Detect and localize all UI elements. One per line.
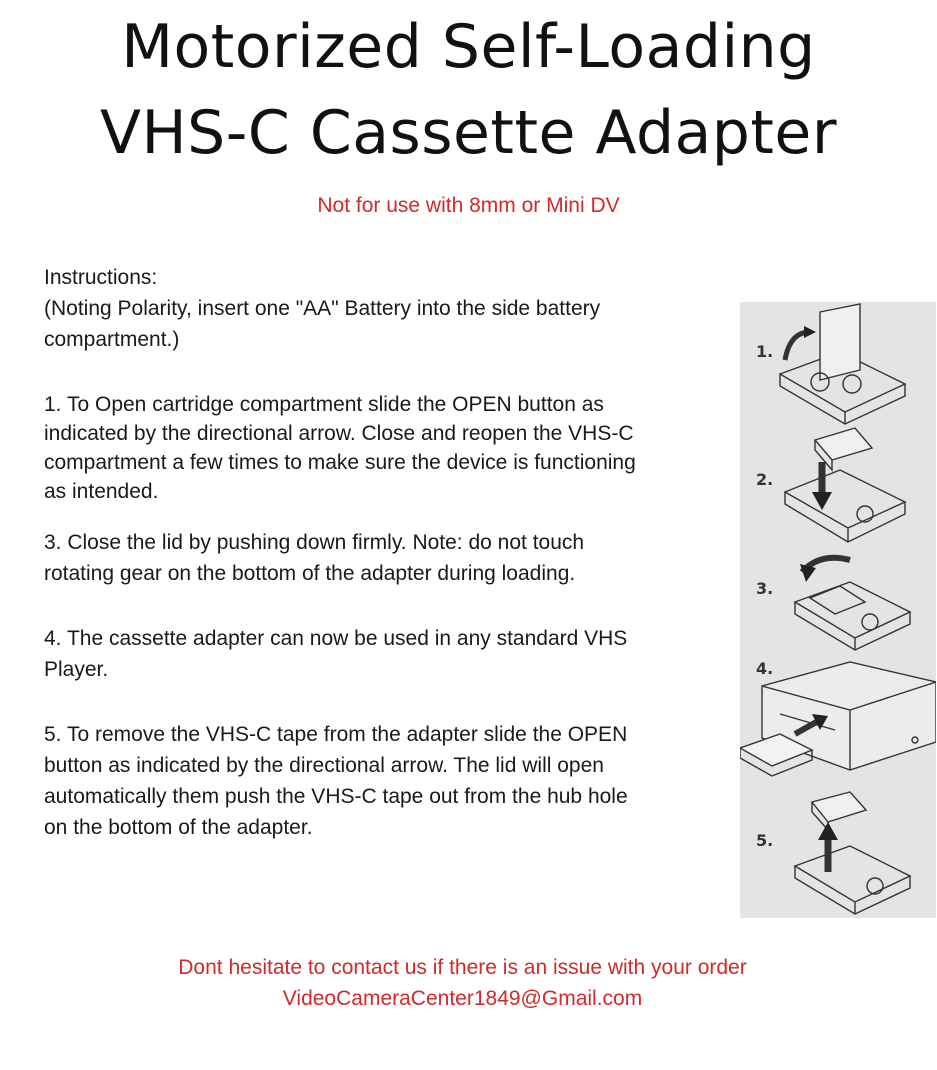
compatibility-warning: Not for use with 8mm or Mini DV: [317, 194, 620, 217]
instructions-intro: [44, 262, 689, 355]
step-line: 1. To Open cartridge compartment slide the OPEN button as: [44, 393, 604, 416]
step-2-drawing: [785, 428, 905, 542]
instruction-step-1: [44, 390, 734, 506]
step-5-drawing: [795, 792, 910, 914]
illustration-svg: [740, 302, 936, 918]
step-line: compartment a few times to make sure the device is functioning: [44, 451, 636, 474]
contact-email: VideoCameraCenter1849@Gmail.com: [282, 987, 643, 1010]
instructions-heading: Instructions:: [44, 266, 158, 289]
step-1-drawing: [780, 304, 905, 424]
intro-line: (Noting Polarity, insert one "AA" Battery into the side battery: [44, 297, 601, 320]
intro-line: compartment.): [44, 328, 180, 351]
step-4-drawing: [740, 662, 936, 776]
step-line: 4. The cassette adapter can now be used in any standard VHS: [44, 627, 628, 650]
contact-message: Dont hesitate to contact us if there is an issue with your order: [178, 956, 747, 979]
instruction-step-4: [44, 623, 689, 685]
page-title-line-1: Motorized Self-Loading: [121, 12, 816, 82]
step-label-2: 2.: [756, 470, 774, 489]
instruction-illustration: [740, 302, 936, 918]
step-3-drawing: [795, 558, 910, 650]
step-line: 3. Close the lid by pushing down firmly. Note: do not touch: [44, 531, 585, 554]
step-line: as intended.: [44, 480, 159, 503]
page-title-line-2: VHS-C Cassette Adapter: [99, 98, 838, 168]
instruction-step-3: [44, 527, 689, 589]
step-line: indicated by the directional arrow. Close and reopen the VHS-C: [44, 422, 634, 445]
step-label-3: 3.: [756, 579, 774, 598]
step-line: button as indicated by the directional arrow. The lid will open: [44, 754, 604, 777]
step-line: automatically them push the VHS-C tape out from the hub hole: [44, 785, 628, 808]
step-label-1: 1.: [756, 342, 774, 361]
instruction-step-5: [44, 719, 689, 843]
step-line: 5. To remove the VHS-C tape from the adapter slide the OPEN: [44, 723, 628, 746]
step-line: on the bottom of the adapter.: [44, 816, 313, 839]
step-label-4: 4.: [756, 659, 774, 678]
step-line: rotating gear on the bottom of the adapter during loading.: [44, 562, 576, 585]
step-label-5: 5.: [756, 831, 774, 850]
step-line: Player.: [44, 658, 109, 681]
